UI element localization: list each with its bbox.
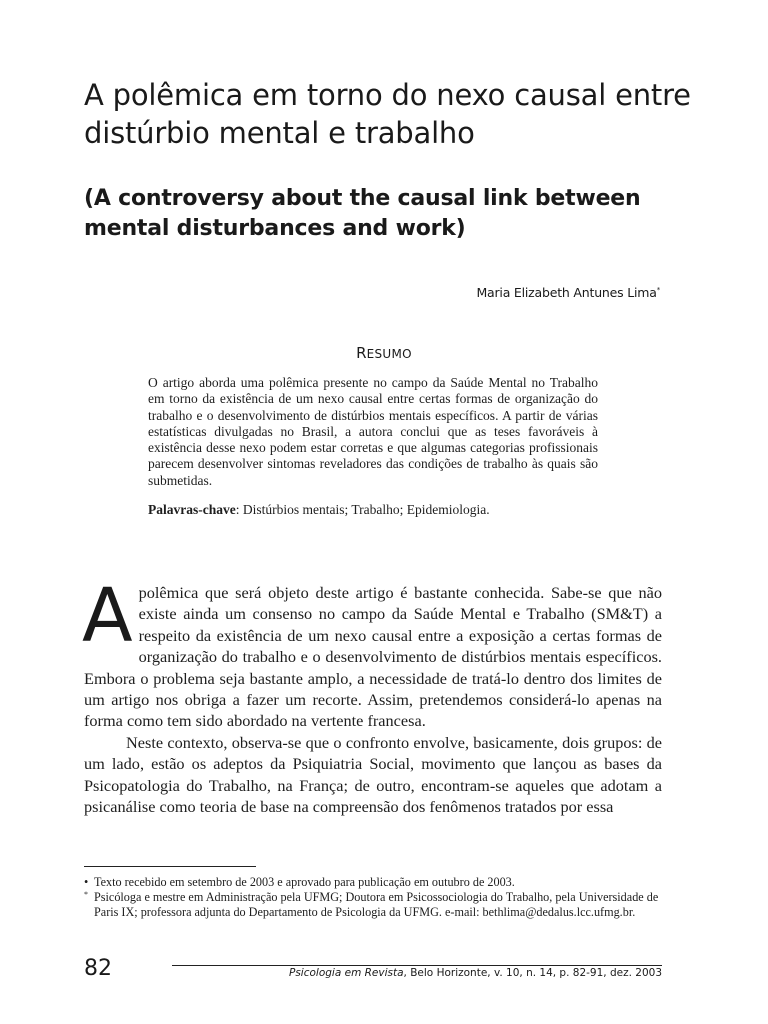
author-name: Maria Elizabeth Antunes Lima (476, 285, 657, 300)
footnote-1 (84, 875, 668, 890)
author-footnote-mark: * (656, 285, 660, 294)
keywords-label: Palavras-chave (148, 502, 236, 517)
abstract-text: O artigo aborda uma polêmica presente no campo da Saúde Mental no Trabalho em torno da existência de um nexo causal entre certas formas de organização do trabalho e o desenvolvimento de distúrbios mentais específicos. A partir de várias estatísticas divulgadas no Brasil, a autora conclui que as teses favoráveis à existência desse nexo podem estar corretas e que algumas categorias profissionais parecem desenvolver sintomas reveladores das condições de trabalho às quais são submetidas. (148, 375, 598, 488)
body-paragraph-2: Neste contexto, observa-se que o confronto envolve, basicamente, dois grupos: de um lado, estão os adeptos da Psiquiatria Social, movimento que lançou as bases da Psicopatologia do Trabalho, na França; de outro, encontram-se aqueles que adotam a psicanálise como teoria de base na compreensão dos fenômenos tratados por essa (84, 732, 662, 817)
footnote-divider (84, 866, 256, 867)
abstract-heading-rest: ESUMO (366, 347, 412, 361)
author-line (476, 285, 660, 300)
footnote-2 (84, 890, 668, 920)
keywords (148, 502, 618, 518)
article-title: A polêmica em torno do nexo causal entre distúrbio mental e trabalho (84, 78, 691, 150)
journal-citation (289, 967, 662, 979)
footer-divider (172, 965, 662, 966)
abstract-heading (0, 344, 768, 362)
footnote-2-text: Psicóloga e mestre em Administração pela UFMG; Doutora em Psicossociologia do Trabalho, pela Universidade de Paris IX; professora adjunta do Departamento de Psicologia da UFMG. e-mail: bethlima@dedalus.lcc.ufmg.br. (94, 889, 659, 919)
body-paragraph-1 (82, 573, 662, 732)
journal-details: , Belo Horizonte, v. 10, n. 14, p. 82-91, dez. 2003 (403, 967, 662, 979)
abstract-heading-initial: R (356, 344, 367, 362)
footnote-2-mark: * (84, 889, 88, 899)
keywords-list: : Distúrbios mentais; Trabalho; Epidemiologia. (235, 502, 490, 517)
journal-name: Psicologia em Revista (289, 967, 404, 979)
drop-cap: A (82, 573, 133, 659)
footnote-1-text: Texto recebido em setembro de 2003 e aprovado para publicação em outubro de 2003. (94, 875, 515, 889)
article-subtitle: (A controversy about the causal link between mental disturbances and work) (84, 186, 641, 241)
footnote-1-mark: • (84, 875, 89, 889)
footnotes (84, 875, 668, 919)
body-paragraph-1-text: polêmica que será objeto deste artigo é bastante conhecida. Sabe-se que não existe ainda um consenso no campo da Saúde Mental e Trabalho (SM&T) a respeito da existência de um nexo causal entre a exposição a certas formas de organização do trabalho e o desenvolvimento de distúrbios mentais específicos. Embora o problema seja bastante amplo, a necessidade de tratá-lo dentro dos limites de um artigo nos obriga a fazer um recorte. Assim, pretendemos considerá-lo apenas na forma como tem sido abordado na vertente francesa. (84, 583, 662, 731)
page-number: 82 (84, 956, 112, 981)
article-body (82, 573, 662, 817)
